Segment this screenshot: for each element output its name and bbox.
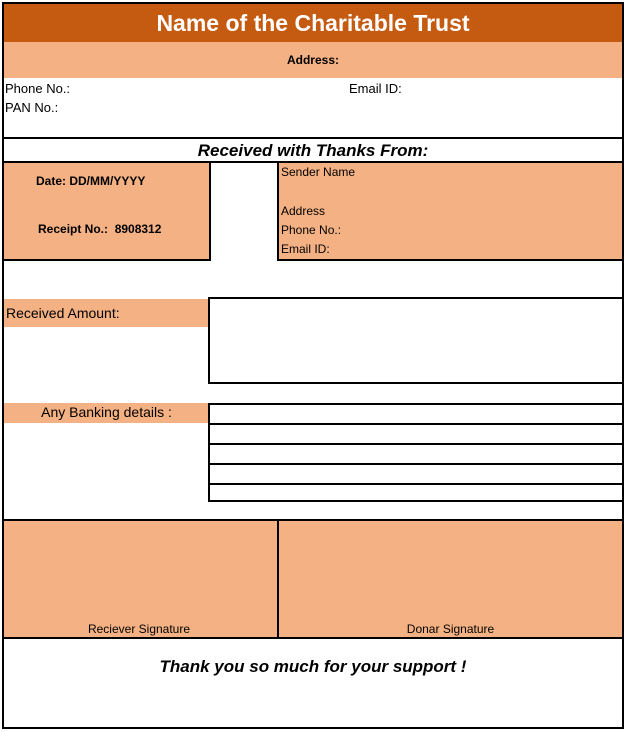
sender-address-label: Address (281, 204, 326, 218)
trust-address-label: Address: (4, 42, 622, 78)
thank-you-message: Thank you so much for your support ! (159, 657, 467, 676)
banking-line-3[interactable] (208, 443, 622, 463)
divider (4, 137, 622, 139)
banking-line-5[interactable] (208, 483, 622, 502)
banking-line-1[interactable] (208, 403, 622, 423)
sender-email-label: Email ID: (281, 242, 330, 256)
received-amount-label: Received Amount: (4, 299, 209, 327)
trust-email-label: Email ID: (349, 81, 402, 96)
received-amount-field[interactable] (208, 297, 622, 384)
received-title: Received with Thanks From: (197, 141, 429, 160)
banking-details-label: Any Banking details : (4, 403, 209, 423)
receipt-number-caption: Receipt No.: (38, 222, 109, 236)
date-label: Date: DD/MM/YYYY (36, 174, 146, 188)
receiver-signature-box[interactable] (4, 519, 279, 639)
trust-pan-label: PAN No.: (5, 100, 59, 115)
sender-box (277, 163, 622, 261)
banking-line-2[interactable] (208, 423, 622, 443)
banking-line-4[interactable] (208, 463, 622, 483)
receiver-signature-label: Reciever Signature (87, 622, 191, 636)
sender-phone-label: Phone No.: (281, 223, 342, 237)
sender-name-label: Sender Name (281, 165, 356, 179)
donor-signature-label: Donar Signature (406, 622, 495, 636)
trust-name-title: Name of the Charitable Trust (4, 4, 622, 42)
donor-signature-box[interactable] (279, 519, 622, 639)
trust-phone-label: Phone No.: (5, 81, 71, 96)
receipt-number-value: 8908312 (114, 222, 162, 236)
date-receipt-box (4, 163, 211, 261)
receipt-number-label (38, 222, 161, 236)
